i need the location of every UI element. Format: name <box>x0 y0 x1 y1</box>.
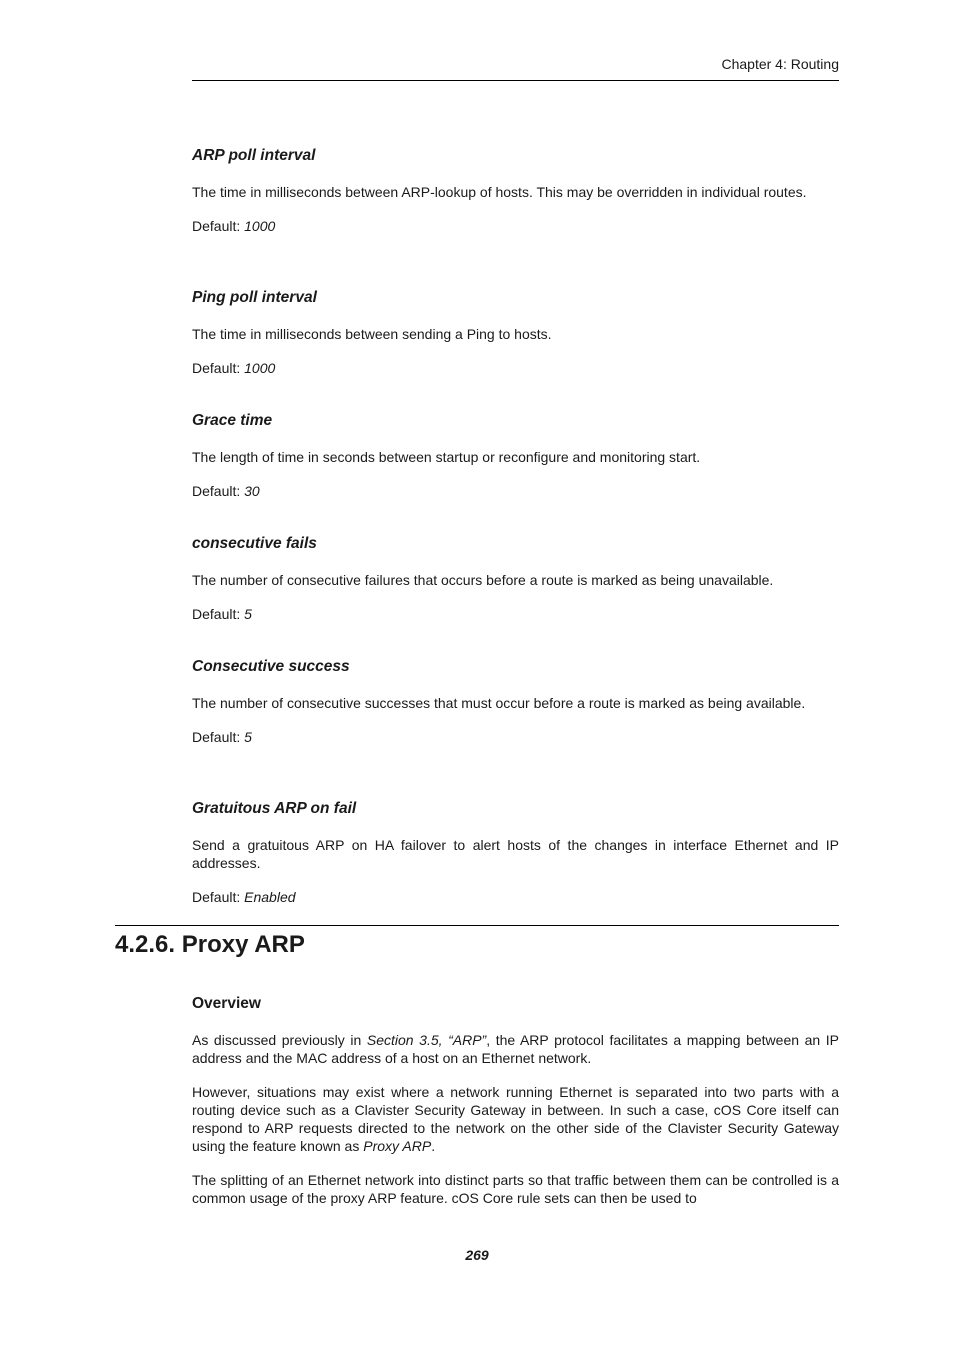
setting-title: Consecutive success <box>192 658 350 675</box>
default-value: 1000 <box>244 218 276 234</box>
setting-default <box>192 728 839 746</box>
text-span: . <box>431 1138 436 1154</box>
text-span: As discussed previously in <box>192 1032 367 1048</box>
default-value: 5 <box>244 606 252 622</box>
setting-default <box>192 217 839 235</box>
setting-description: Send a gratuitous ARP on HA failover to alert hosts of the changes in interface Ethernet and IP addresses. <box>192 837 839 871</box>
default-label: Default: <box>192 218 241 234</box>
setting-arp-poll-interval <box>192 146 839 235</box>
setting-default <box>192 888 839 906</box>
setting-title: ARP poll interval <box>192 147 316 164</box>
page-number: 269 <box>465 1247 489 1263</box>
overview-heading: Overview <box>192 995 261 1012</box>
default-label: Default: <box>192 483 241 499</box>
setting-description: The number of consecutive failures that occurs before a route is marked as being unavailable. <box>192 572 774 588</box>
setting-title: consecutive fails <box>192 535 317 552</box>
setting-consecutive-fails <box>192 534 839 623</box>
setting-grace-time <box>192 411 839 500</box>
section-title: 4.2.6. Proxy ARP <box>115 931 305 958</box>
overview-paragraph-1 <box>192 1031 839 1067</box>
section-reference-link[interactable]: Section 3.5, “ARP” <box>366 1032 487 1048</box>
setting-title: Ping poll interval <box>192 289 317 306</box>
default-value: Enabled <box>244 889 296 905</box>
overview-paragraph-2 <box>192 1083 839 1155</box>
running-header: Chapter 4: Routing <box>721 56 839 72</box>
setting-description: The length of time in seconds between startup or reconfigure and monitoring start. <box>192 449 701 465</box>
setting-gratuitous-arp-on-fail <box>192 799 839 906</box>
setting-default <box>192 482 839 500</box>
section-divider <box>115 925 839 926</box>
setting-default <box>192 605 839 623</box>
setting-title: Grace time <box>192 412 273 429</box>
default-label: Default: <box>192 729 241 745</box>
text-span: However, situations may exist where a network running Ethernet is separated into two parts with a routing device such as a Clavister Security Gateway in between. In such a case, cOS Core itself can respond to ARP requests directed to the network on the other side of the Clavister Security Gateway using the feature known as <box>192 1084 839 1154</box>
setting-consecutive-success <box>192 657 839 746</box>
text-span: , the ARP protocol facilitates a mapping between an IP address and the MAC address of a host on an Ethernet network. <box>192 1032 840 1066</box>
setting-title: Gratuitous ARP on fail <box>192 800 357 817</box>
overview-paragraph-3: The splitting of an Ethernet network into distinct parts so that traffic between them can be controlled is a common usage of the proxy ARP feature. cOS Core rule sets can then be used to <box>192 1172 839 1206</box>
setting-default <box>192 359 839 377</box>
header-divider <box>192 80 839 81</box>
overview-block <box>192 994 839 1207</box>
default-value: 5 <box>244 729 252 745</box>
setting-description: The time in milliseconds between sending a Ping to hosts. <box>192 326 552 342</box>
default-label: Default: <box>192 360 241 376</box>
setting-ping-poll-interval <box>192 288 839 377</box>
default-value: 1000 <box>244 360 276 376</box>
default-label: Default: <box>192 606 241 622</box>
default-value: 30 <box>244 483 260 499</box>
setting-description: The time in milliseconds between ARP-lookup of hosts. This may be overridden in individual routes. <box>192 184 807 200</box>
default-label: Default: <box>192 889 241 905</box>
proxy-arp-term: Proxy ARP <box>363 1138 432 1154</box>
setting-description: The number of consecutive successes that must occur before a route is marked as being available. <box>192 695 806 711</box>
